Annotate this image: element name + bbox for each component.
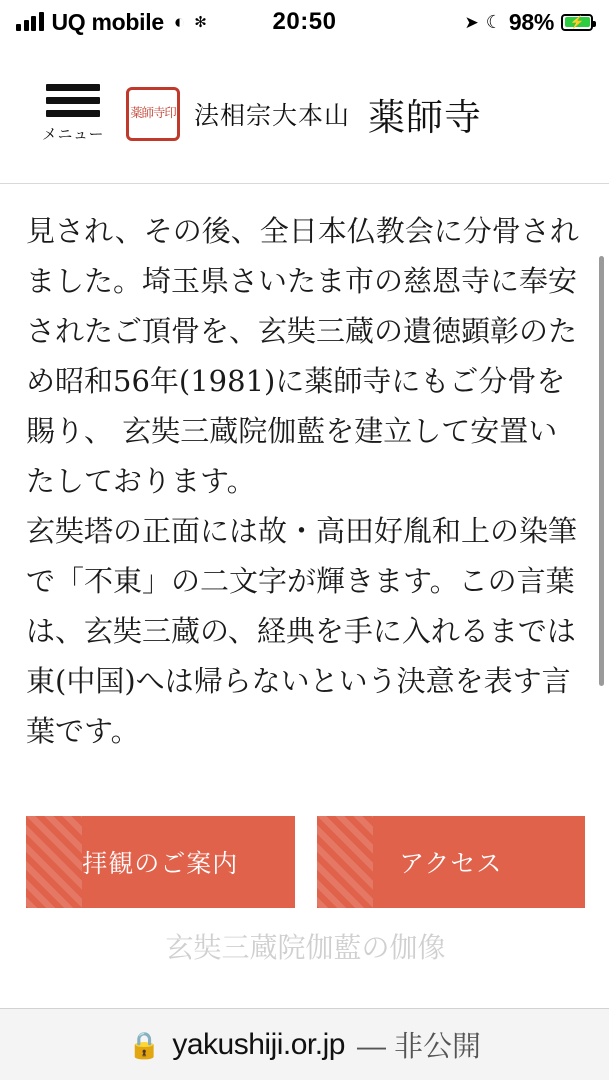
menu-label: メニュー <box>41 125 104 143</box>
signal-bars-icon <box>16 13 44 31</box>
page-content <box>0 184 609 1008</box>
cta-button-row <box>26 816 585 908</box>
carrier-label: UQ mobile <box>51 8 164 35</box>
url-note-label: — 非公開 <box>356 1031 482 1063</box>
temple-seal-text: 薬師寺印 <box>130 105 176 121</box>
status-bar <box>0 0 609 44</box>
status-bar-left <box>16 9 207 36</box>
body-paragraph-2: 玄奘塔の正面には故・高田好胤和上の染筆で「不東」の二文字が輝きます。この言葉は、玄奘三蔵の、経典を手に入れるまでは東(中国)へは帰らないという決意を表す言葉です。 <box>26 514 578 748</box>
wifi-icon: ◐ <box>173 11 186 33</box>
lock-icon: 🔒 <box>127 1029 161 1060</box>
image-caption: 玄奘三蔵院伽藍の伽像 <box>165 931 446 964</box>
location-arrow-icon: ➤ <box>464 12 479 32</box>
site-subtitle: 法相宗大本山 <box>194 100 351 130</box>
battery-percent-label: 98% <box>508 8 554 35</box>
temple-seal-icon <box>126 87 180 141</box>
body-paragraph-1: 見され、その後、全日本仏教会に分骨されました。埼玉県さいたま市の慈恩寺に奉安されたご頂骨を、玄奘三蔵の遺徳顕彰のため昭和56年(1981)に薬師寺にもご分骨を賜り、 玄奘三蔵院伽藍を建立して安置いたしております。 <box>26 214 579 498</box>
visit-info-button-label: 拝観のご案内 <box>82 849 239 878</box>
site-title: 薬師寺 <box>368 95 483 139</box>
vertical-scrollbar[interactable] <box>599 256 604 686</box>
battery-charging-icon: ⚡ <box>561 14 593 31</box>
asterisk-icon: ✻ <box>194 13 207 31</box>
visit-info-button[interactable] <box>26 816 295 908</box>
menu-button[interactable] <box>34 84 112 144</box>
browser-bottom-bar[interactable] <box>0 1008 609 1080</box>
hamburger-menu-icon <box>46 84 100 117</box>
url-label[interactable]: yakushiji.or.jp <box>172 1027 345 1061</box>
moon-icon: ☾ <box>485 12 502 32</box>
access-button-label: アクセス <box>399 849 503 878</box>
status-bar-right <box>464 9 593 36</box>
site-header <box>0 44 609 184</box>
access-button[interactable] <box>317 816 586 908</box>
status-bar-clock: 20:50 <box>272 8 337 35</box>
